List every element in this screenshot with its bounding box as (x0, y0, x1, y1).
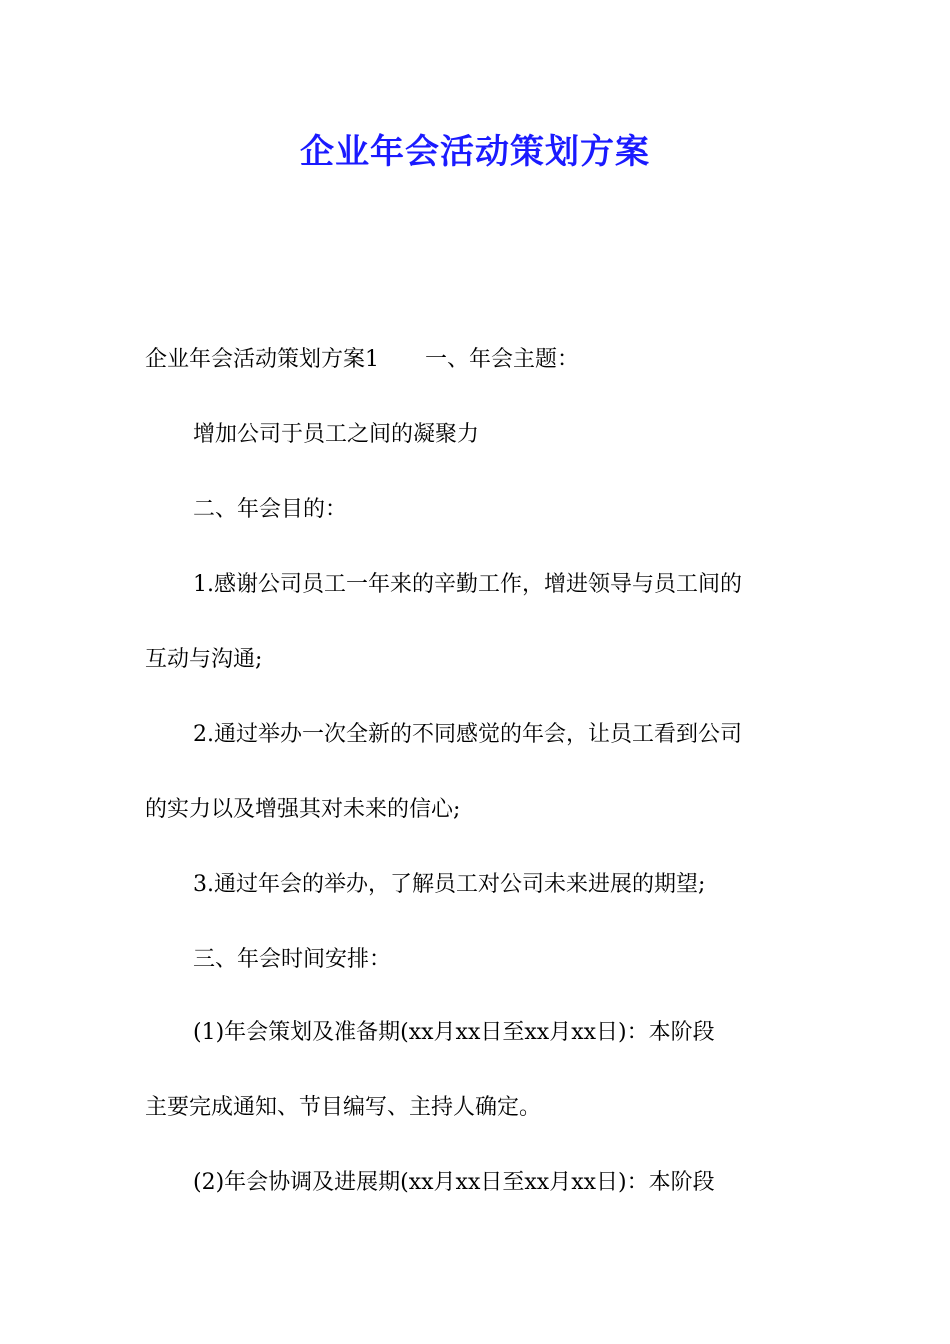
text-line: 互动与沟通; (145, 647, 263, 672)
text-line: 主要完成通知、节目编写、主持人确定。 (145, 1095, 542, 1120)
section-heading-theme: 一、年会主题： (425, 347, 580, 372)
text-line: (2)年会协调及进展期(xx月xx日至xx月xx日)：本阶段 (193, 1170, 715, 1195)
text-line: 1.感谢公司员工一年来的辛勤工作，增进领导与员工间的 (193, 572, 742, 597)
text-line: 的实力以及增强其对未来的信心; (145, 797, 461, 822)
text-line: 三、年会时间安排： (193, 947, 392, 972)
text-line-heading (145, 345, 815, 375)
text-line: 增加公司于员工之间的凝聚力 (193, 422, 480, 447)
text-line: 2.通过举办一次全新的不同感觉的年会，让员工看到公司 (193, 722, 742, 747)
text-line: (1)年会策划及准备期(xx月xx日至xx月xx日)：本阶段 (193, 1020, 715, 1045)
text-line: 3.通过年会的举办，了解员工对公司未来进展的期望; (193, 872, 706, 897)
section-title: 企业年会活动策划方案1 (145, 347, 379, 372)
document-title: 企业年会活动策划方案 (300, 132, 650, 172)
text-line: 二、年会目的： (193, 497, 348, 522)
